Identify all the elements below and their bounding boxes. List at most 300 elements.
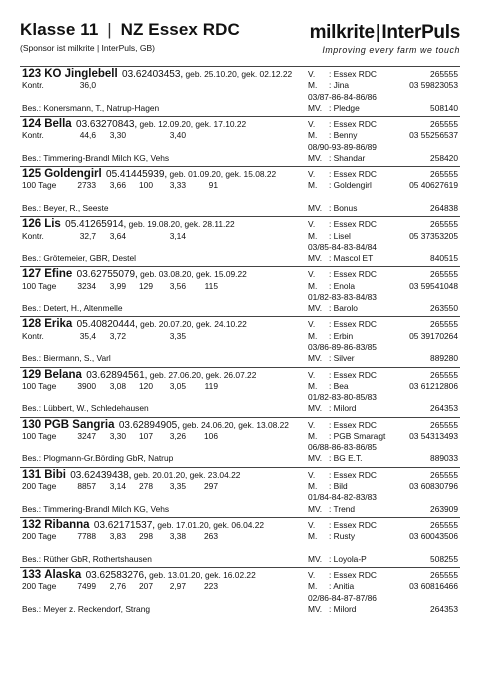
dam-value: Rusty: [333, 531, 356, 542]
sire-row: [308, 69, 458, 80]
dam-scores: 03/85-84-83-84/84: [308, 241, 377, 252]
mv-number: 840515: [430, 253, 458, 264]
mv-value: Barolo: [333, 303, 358, 314]
owner-line: Bes.: Konersmann, T., Natrup-Hagen: [22, 102, 160, 113]
dam-scores: 06/88-86-83-86/85: [308, 442, 377, 453]
dam-name: [329, 331, 409, 342]
pedigree-block: [308, 269, 458, 303]
ear-tag-id: 03.62755079,: [76, 269, 138, 281]
cow-name: Lis: [44, 218, 61, 231]
sire-value: Essex RDC: [333, 469, 377, 480]
ear-tag-id: 03.62583276,: [85, 569, 147, 581]
entry-row: [20, 517, 460, 567]
mv-label: MV.: [308, 553, 323, 564]
sire-value: Essex RDC: [333, 119, 377, 130]
mv-name: [329, 353, 430, 364]
sire-number: 265555: [430, 519, 458, 530]
performance-row: [22, 431, 296, 442]
milk-value: 7499: [77, 581, 96, 592]
colon: :: [329, 130, 332, 141]
entry-row: [20, 467, 460, 517]
protein-percent: 2,97: [169, 581, 186, 592]
fat-percent: [96, 80, 126, 91]
mv-value: Silver: [333, 353, 355, 364]
protein-percent: 3,38: [169, 531, 186, 542]
entry-row: [20, 116, 460, 166]
mv-label: MV.: [308, 503, 323, 514]
sire-number: 265555: [430, 569, 458, 580]
fat-kg: 107: [139, 430, 153, 441]
sire-number: 265555: [430, 119, 458, 130]
dam-value: Lisel: [333, 230, 351, 241]
dam-scores: 01/82-83-80-85/83: [308, 392, 377, 403]
dam-row: [308, 581, 458, 592]
dam-row: [308, 331, 458, 342]
dam-row: [308, 180, 458, 191]
fat-kg: [126, 80, 153, 91]
protein-kg: 119: [204, 380, 218, 391]
birth-calving-dates: geb. 12.09.20, gek. 17.10.22: [139, 119, 247, 130]
performance-row: [22, 331, 296, 342]
fat-kg: 278: [139, 481, 153, 492]
sire-number: 265555: [430, 219, 458, 230]
entry-headline: [22, 69, 296, 80]
birth-calving-dates: geb. 13.01.20, gek. 16.02.22: [149, 569, 256, 580]
mv-number: 264353: [430, 603, 458, 614]
entry-info: [22, 169, 296, 192]
milk-value: 8857: [77, 481, 96, 492]
catalog-number: 129: [22, 368, 42, 381]
fat-kg: 129: [139, 280, 153, 291]
dam-name: [329, 130, 409, 141]
milk-value: 3234: [77, 280, 96, 291]
performance-label: Kontr.: [22, 130, 44, 141]
fat-percent: 3,08: [109, 380, 126, 391]
entry-info: [22, 570, 296, 593]
pedigree-block: [308, 420, 458, 454]
dam-scores: 03/87-86-84-86/86: [308, 91, 377, 102]
colon: :: [329, 80, 332, 91]
maternal-grandsire-row: [308, 403, 458, 414]
dam-number: 03 60830796: [409, 481, 458, 492]
sire-name: [329, 570, 430, 581]
colon: :: [329, 380, 332, 391]
protein-percent: [153, 80, 186, 91]
sire-label: V.: [308, 169, 316, 180]
dam-row: [308, 80, 458, 91]
performance-label: 100 Tage: [22, 280, 57, 291]
colon: :: [329, 353, 332, 364]
mv-value: Mascol ET: [333, 253, 374, 264]
pedigree-block: [308, 319, 458, 353]
dam-name: [329, 180, 409, 191]
performance-row: [22, 381, 296, 392]
dam-name: [329, 531, 409, 542]
protein-percent: 3,05: [169, 380, 186, 391]
colon: :: [329, 119, 332, 130]
entry-info: [22, 420, 296, 443]
sire-row: [308, 470, 458, 481]
mv-number: 264838: [430, 202, 458, 213]
entry-info: [22, 219, 296, 242]
sire-name: [329, 169, 430, 180]
sire-number: 265555: [430, 419, 458, 430]
dam-scores: 01/82-83-83-84/83: [308, 291, 377, 302]
mv-value: Loyola-P: [333, 553, 367, 564]
colon: :: [329, 230, 332, 241]
maternal-grandsire-row: [308, 353, 458, 364]
protein-percent: 3,14: [169, 230, 186, 241]
dam-name: [329, 281, 409, 292]
colon: :: [329, 69, 332, 79]
dam-label: M.: [308, 330, 318, 341]
protein-percent: 3,33: [169, 180, 186, 191]
protein-kg: 297: [204, 481, 218, 492]
sire-number: 265555: [430, 369, 458, 380]
milk-value: 44,6: [79, 130, 96, 141]
mv-number: 889280: [430, 353, 458, 364]
maternal-grandsire-row: [308, 153, 458, 164]
sire-value: Essex RDC: [333, 569, 377, 580]
dam-scores: 01/84-84-82-83/83: [308, 492, 377, 503]
birth-calving-dates: geb. 17.01.20, gek. 06.04.22: [157, 519, 265, 530]
owner-line: Bes.: Biermann, S., Varl: [22, 353, 111, 364]
entry-headline: [22, 319, 296, 330]
mv-number: 264353: [430, 403, 458, 414]
owner-line: Bes.: Detert, H., Altenmelle: [22, 303, 123, 314]
dam-number: 03 59823053: [409, 80, 458, 91]
sire-label: V.: [308, 419, 316, 430]
milk-value: 32,7: [79, 230, 96, 241]
pedigree-block: [308, 119, 458, 153]
mv-label: MV.: [308, 202, 323, 213]
entry-row: [20, 216, 460, 266]
maternal-grandsire-row: [308, 103, 458, 114]
protein-kg: [186, 231, 218, 242]
mv-label: MV.: [308, 152, 323, 163]
dam-value: Erbin: [333, 330, 354, 341]
mv-value: Milord: [333, 603, 357, 614]
performance-label: 100 Tage: [22, 180, 57, 191]
colon: :: [329, 419, 332, 430]
maternal-grandsire-row: [308, 253, 458, 264]
protein-kg: 223: [204, 581, 218, 592]
sire-name: [329, 470, 430, 481]
dam-label: M.: [308, 230, 318, 241]
ear-tag-id: 03.62894905,: [118, 419, 180, 431]
entry-info: [22, 370, 296, 393]
maternal-grandsire-row: [308, 303, 458, 314]
colon: :: [329, 569, 332, 580]
performance-label: 200 Tage: [22, 581, 57, 592]
mv-number: 508255: [430, 553, 458, 564]
fat-kg: [126, 130, 153, 141]
catalog-number: 132: [22, 518, 42, 531]
performance-label: 200 Tage: [22, 481, 57, 492]
dam-number: 03 54313493: [409, 430, 458, 441]
colon: :: [329, 403, 332, 414]
sire-value: Essex RDC: [333, 269, 377, 280]
mv-name: [329, 103, 430, 114]
cow-name: PGB Sangria: [44, 418, 115, 431]
catalog-number: 123: [22, 68, 42, 80]
mv-number: 508140: [430, 102, 458, 113]
mv-name: [329, 403, 430, 414]
colon: :: [329, 319, 332, 330]
colon: :: [329, 219, 332, 230]
pedigree-block: [308, 570, 458, 604]
performance-label: Kontr.: [22, 80, 44, 91]
entry-info: [22, 520, 296, 543]
entry-headline: [22, 169, 296, 180]
sire-name: [329, 269, 430, 280]
fat-percent: 3,64: [109, 230, 126, 241]
sire-value: Essex RDC: [333, 219, 377, 230]
catalog-number: 128: [22, 318, 42, 331]
birth-calving-dates: geb. 24.06.20, gek. 13.08.22: [182, 419, 289, 430]
owner-line: Bes.: Grötemeier, GBR, Destel: [22, 253, 137, 264]
protein-kg: 115: [204, 280, 218, 291]
mv-value: Pledge: [333, 102, 360, 113]
mv-name: [329, 203, 430, 214]
cow-name: Ribanna: [44, 518, 90, 531]
sire-name: [329, 420, 430, 431]
sire-label: V.: [308, 269, 316, 280]
entry-info: [22, 69, 296, 92]
milk-value: 35,4: [79, 330, 96, 341]
sire-row: [308, 119, 458, 130]
performance-row: [22, 581, 296, 592]
cow-name: Efine: [44, 268, 73, 281]
colon: :: [329, 469, 332, 480]
sire-name: [329, 69, 430, 80]
mv-name: [329, 504, 430, 515]
dam-label: M.: [308, 280, 318, 291]
sire-value: Essex RDC: [333, 519, 377, 530]
sire-value: Essex RDC: [333, 319, 377, 330]
mv-value: Milord: [333, 403, 357, 414]
ear-tag-id: 03.62171537,: [93, 519, 156, 531]
birth-calving-dates: geb. 25.10.20, gek. 02.12.22: [185, 69, 293, 79]
entry-headline: [22, 520, 296, 531]
colon: :: [329, 369, 332, 380]
entry-headline: [22, 420, 296, 431]
dam-number: 03 59541048: [409, 280, 458, 291]
cow-name: Bibi: [44, 468, 66, 481]
mv-label: MV.: [308, 453, 323, 464]
sire-label: V.: [308, 569, 316, 580]
class-label: Klasse 11: [20, 20, 99, 39]
entry-list: [20, 66, 460, 617]
sire-label: V.: [308, 469, 316, 480]
dam-name: [329, 231, 409, 242]
dam-label: M.: [308, 80, 318, 91]
dam-value: Anitia: [333, 581, 355, 592]
milk-value: 7788: [77, 531, 96, 542]
sire-row: [308, 319, 458, 330]
colon: :: [329, 303, 332, 314]
sponsor-line: (Sponsor ist milkrite | InterPuls, GB): [20, 43, 155, 53]
dam-row: [308, 431, 458, 442]
colon: :: [329, 102, 332, 113]
page-header: [20, 20, 460, 64]
ear-tag-id: 03.62894561,: [86, 369, 148, 381]
mv-label: MV.: [308, 102, 323, 113]
dam-number: 03 55256537: [409, 130, 458, 141]
dam-label: M.: [308, 380, 318, 391]
sire-name: [329, 370, 430, 381]
sire-row: [308, 370, 458, 381]
sire-label: V.: [308, 369, 316, 380]
entry-info: [22, 470, 296, 493]
entry-info: [22, 269, 296, 292]
colon: :: [329, 180, 332, 191]
protein-kg: 91: [208, 180, 218, 191]
fat-percent: 2,76: [109, 581, 126, 592]
cow-name: KO Jinglebell: [44, 68, 118, 80]
colon: :: [329, 503, 332, 514]
dam-value: Benny: [333, 130, 358, 141]
fat-kg: 207: [139, 581, 153, 592]
sire-row: [308, 570, 458, 581]
milk-value: 2733: [77, 180, 96, 191]
entry-headline: [22, 269, 296, 280]
performance-row: [22, 231, 296, 242]
sire-row: [308, 420, 458, 431]
sire-row: [308, 520, 458, 531]
dam-value: Enola: [333, 280, 356, 291]
entry-headline: [22, 219, 296, 230]
entry-row: [20, 367, 460, 417]
milk-value: 3247: [77, 430, 96, 441]
dam-label: M.: [308, 180, 318, 191]
ear-tag-id: 03.63270843,: [76, 119, 138, 131]
colon: :: [329, 581, 332, 592]
dam-label: M.: [308, 531, 318, 542]
colon: :: [329, 531, 332, 542]
dam-name: [329, 381, 409, 392]
entry-row: [20, 266, 460, 316]
mv-name: [329, 253, 430, 264]
pedigree-block: [308, 69, 458, 103]
mv-name: [329, 554, 430, 565]
milk-value: 3900: [77, 380, 96, 391]
protein-kg: 263: [204, 531, 218, 542]
dam-scores: 03/86-89-86-83/85: [308, 342, 377, 353]
birth-calving-dates: geb. 03.08.20, gek. 15.09.22: [140, 269, 247, 280]
dam-number: 05 39170264: [409, 330, 458, 341]
sire-label: V.: [308, 519, 316, 530]
entry-info: [22, 319, 296, 342]
dam-name: [329, 581, 409, 592]
protein-kg: [186, 331, 218, 342]
mv-number: 263909: [430, 503, 458, 514]
dam-value: Jina: [333, 80, 350, 91]
catalog-number: 131: [22, 468, 42, 481]
dam-name: [329, 80, 409, 91]
owner-line: Bes.: Plogmann-Gr.Börding GbR, Natrup: [22, 453, 174, 464]
dam-scores: 08/90-93-89-86/89: [308, 141, 377, 152]
entry-headline: [22, 470, 296, 481]
maternal-grandsire-row: [308, 504, 458, 515]
performance-row: [22, 481, 296, 492]
fat-percent: 3,66: [109, 180, 126, 191]
colon: :: [329, 269, 332, 280]
mv-value: Trend: [333, 503, 356, 514]
dam-number: 03 60043506: [409, 531, 458, 542]
sire-name: [329, 219, 430, 230]
colon: :: [329, 169, 332, 180]
birth-calving-dates: geb. 01.09.20, gek. 15.08.22: [169, 169, 277, 180]
maternal-grandsire-row: [308, 554, 458, 565]
dam-label: M.: [308, 430, 318, 441]
sire-row: [308, 169, 458, 180]
mv-value: Shandar: [333, 152, 366, 163]
dam-value: Bild: [333, 481, 348, 492]
mv-number: 263550: [430, 303, 458, 314]
dam-row: [308, 531, 458, 542]
mv-label: MV.: [308, 603, 323, 614]
colon: :: [329, 152, 332, 163]
fat-kg: 100: [139, 180, 153, 191]
colon: :: [329, 481, 332, 492]
fat-percent: 3,30: [109, 430, 126, 441]
pedigree-block: [308, 219, 458, 253]
owner-line: Bes.: Timmering-Brandl Milch KG, Vehs: [22, 503, 170, 514]
colon: :: [329, 603, 332, 614]
sire-name: [329, 119, 430, 130]
sire-name: [329, 319, 430, 330]
sire-value: Essex RDC: [333, 419, 377, 430]
cow-name: Goldengirl: [44, 168, 102, 181]
dam-row: [308, 281, 458, 292]
birth-calving-dates: geb. 27.06.20, gek. 26.07.22: [149, 369, 257, 380]
fat-percent: 3,30: [109, 130, 126, 141]
performance-row: [22, 130, 296, 141]
cow-name: Bella: [44, 118, 72, 131]
dam-value: PGB Smaragt: [333, 430, 386, 441]
performance-label: 200 Tage: [22, 531, 57, 542]
logo-divider: |: [375, 22, 381, 43]
pedigree-block: [308, 520, 458, 543]
protein-kg: [186, 130, 218, 141]
dam-number: 05 40627619: [409, 180, 458, 191]
mv-name: [329, 303, 430, 314]
colon: :: [329, 280, 332, 291]
colon: :: [329, 519, 332, 530]
pedigree-block: [308, 370, 458, 404]
sire-number: 265555: [430, 269, 458, 280]
sire-value: Essex RDC: [333, 69, 377, 79]
title-separator: |: [107, 20, 112, 39]
performance-row: [22, 531, 296, 542]
logo-wordmark: [310, 22, 460, 44]
pedigree-block: [308, 470, 458, 504]
fat-percent: 3,72: [109, 330, 126, 341]
dam-row: [308, 481, 458, 492]
ear-tag-id: 03.62403453,: [122, 69, 184, 80]
entry-headline: [22, 370, 296, 381]
owner-line: Bes.: Timmering-Brandl Milch KG, Vehs: [22, 152, 170, 163]
sire-number: 265555: [430, 169, 458, 180]
catalog-number: 133: [22, 568, 42, 581]
colon: :: [329, 430, 332, 441]
mv-name: [329, 153, 430, 164]
protein-kg: [186, 80, 218, 91]
sire-label: V.: [308, 219, 316, 230]
ear-tag-id: 03.62439438,: [70, 469, 132, 481]
logo-interpuls: InterPuls: [381, 22, 460, 43]
